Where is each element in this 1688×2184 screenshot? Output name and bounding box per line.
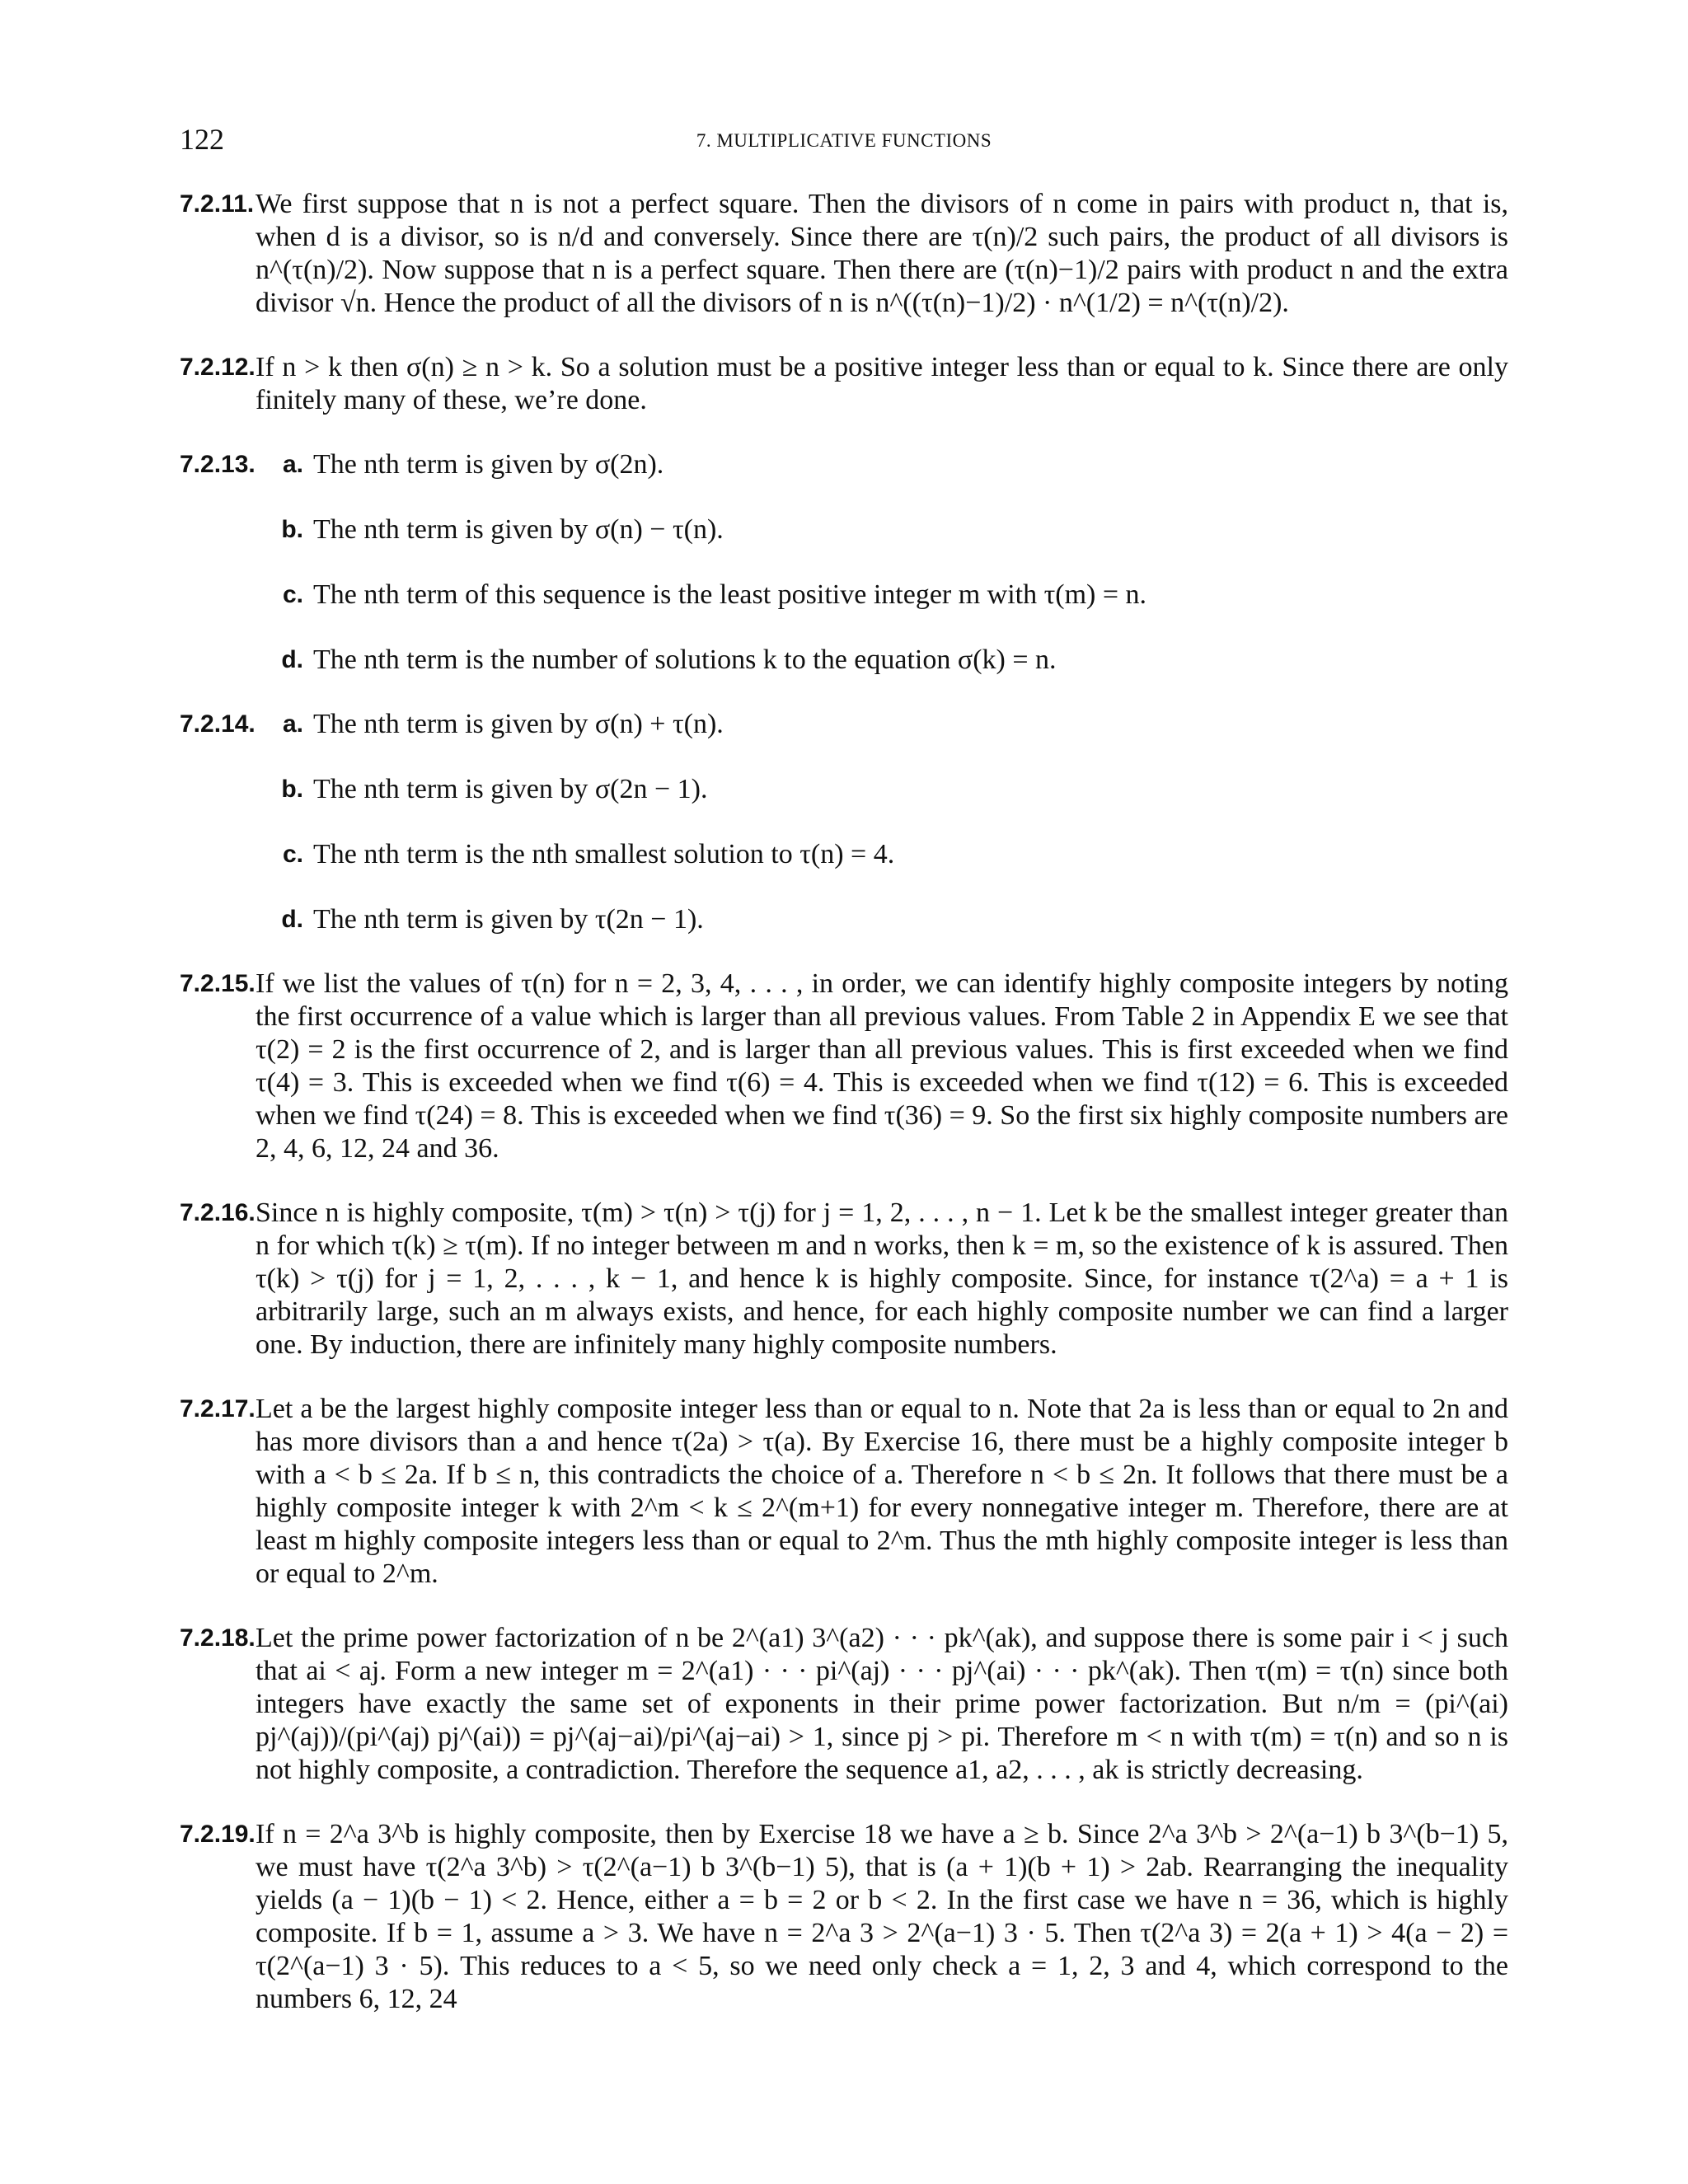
- solution-number: 7.2.11.: [180, 190, 255, 218]
- solution-text: If we list the values of τ(n) for n = 2, 3, 4, . . . , in order, we can identify highly composite integers by noting the first occurrence of a value which is larger than all previous values. From Table 2 in Appendix E we see that τ(2) = 2 is the first occurrence of 2, and is larger than all previous values. This is first exceeded when we find τ(4) = 3. This is exceeded when we find τ(6) = 4. This is exceeded when we find τ(12) = 6. This is exceeded when we find τ(24) = 8. This is exceeded when we find τ(36) = 9. So the first six highly composite numbers are 2, 4, 6, 12, 24 and 36.: [256, 968, 1508, 1164]
- solution-7-2-14: [180, 708, 1508, 936]
- part-label: c.: [282, 581, 303, 608]
- part-text: The nth term is the number of solutions k to the equation σ(k) = n.: [313, 644, 1057, 675]
- part-text: The nth term is given by σ(2n).: [313, 449, 664, 480]
- part-label: d.: [281, 906, 303, 933]
- solution-text: If n = 2^a 3^b is highly composite, then by Exercise 18 we have a ≥ b. Since 2^a 3^b > 2^(a−1) b 3^(b−1) 5, we must have τ(2^a 3^b) > τ(2^(a−1) b 3^(b−1) 5), that is (a + 1)(b + 1) > 2ab. Rearranging the inequality yields (a − 1)(b − 1) < 2. Hence, either a = b = 2 or b < 2. In the first case we have n = 36, which is highly composite. If b = 1, assume a > 3. We have n = 2^a 3 > 2^(a−1) 3 · 5. Then τ(2^a 3) = 2(a + 1) > 4(a − 2) = τ(2^(a−1) 3 · 5). This reduces to a < 5, so we need only check a = 1, 2, 3 and 4, which correspond to the numbers 6, 12, 24: [256, 1819, 1508, 2014]
- solution-part: [180, 644, 1508, 677]
- solution-number: 7.2.17.: [180, 1395, 256, 1422]
- part-label: b.: [281, 516, 303, 543]
- solution-part: [180, 513, 1508, 546]
- part-text: The nth term is given by σ(2n − 1).: [313, 774, 708, 804]
- solution-number: 7.2.13.: [180, 451, 256, 478]
- solution-7-2-12: [180, 351, 1508, 417]
- solution-7-2-11: [180, 188, 1508, 320]
- solution-7-2-16: [180, 1197, 1508, 1361]
- part-label: d.: [281, 646, 303, 673]
- part-text: The nth term is given by σ(n) − τ(n).: [313, 514, 724, 545]
- solution-number: 7.2.15.: [180, 970, 256, 997]
- solution-part: [180, 708, 1508, 741]
- part-text: The nth term is given by σ(n) + τ(n).: [313, 709, 724, 739]
- solution-7-2-18: [180, 1622, 1508, 1787]
- solution-part: [180, 903, 1508, 936]
- part-text: The nth term is the nth smallest solution to τ(n) = 4.: [313, 839, 895, 869]
- solution-number: 7.2.19.: [180, 1821, 256, 1848]
- solution-text: Let a be the largest highly composite integer less than or equal to n. Note that 2a is less than or equal to 2n and has more divisors than a and hence τ(2a) > τ(a). By Exercise 16, there must be a highly composite integer b with a < b ≤ 2a. If b ≤ n, this contradicts the choice of a. Therefore n < b ≤ 2n. It follows that there must be a highly composite integer k with 2^m < k ≤ 2^(m+1) for every nonnegative integer m. Therefore, there are at least m highly composite integers less than or equal to 2^m. Thus the mth highly composite integer is less than or equal to 2^m.: [256, 1394, 1508, 1589]
- solution-part: [180, 838, 1508, 871]
- part-label: b.: [281, 776, 303, 803]
- solution-7-2-19: [180, 1818, 1508, 2016]
- page-content: [180, 188, 1508, 2047]
- part-text: The nth term of this sequence is the least positive integer m with τ(m) = n.: [313, 579, 1147, 610]
- solution-text: Let the prime power factorization of n be 2^(a1) 3^(a2) · · · pk^(ak), and suppose there is some pair i < j such that ai < aj. Form a new integer m = 2^(a1) · · · pi^(aj) · · · pj^(ai) · · · pk^(ak). Then τ(m) = τ(n) since both integers have exactly the same set of exponents in their prime power factorization. But n/m = (pi^(ai) pj^(aj))/(pi^(aj) pj^(ai)) = pj^(aj−ai)/pi^(aj−ai) > 1, since pj > pi. Therefore m < n with τ(m) = τ(n) and so n is not highly composite, a contradiction. Therefore the sequence a1, a2, . . . , ak is strictly decreasing.: [256, 1623, 1508, 1785]
- solution-text: Since n is highly composite, τ(m) > τ(n) > τ(j) for j = 1, 2, . . . , n − 1. Let k be the smallest integer greater than n for which τ(k) ≥ τ(m). If no integer between m and n works, then k = m, so the existence of k is assured. Then τ(k) > τ(j) for j = 1, 2, . . . , k − 1, and hence k is highly composite. Since, for instance τ(2^a) = a + 1 is arbitrarily large, such an m always exists, and hence, for each highly composite number we can find a larger one. By induction, there are infinitely many highly composite numbers.: [256, 1197, 1508, 1360]
- solution-text: If n > k then σ(n) ≥ n > k. So a solution must be a positive integer less than or equal to k. Since there are only finitely many of these, we’re done.: [256, 352, 1508, 415]
- solution-part: [180, 773, 1508, 806]
- part-label: a.: [282, 451, 303, 478]
- part-label: a.: [282, 710, 303, 738]
- solution-7-2-15: [180, 968, 1508, 1165]
- page-number: 122: [180, 123, 224, 156]
- solution-7-2-13: [180, 448, 1508, 677]
- solution-number: 7.2.18.: [180, 1624, 256, 1652]
- solution-7-2-17: [180, 1393, 1508, 1591]
- solution-number: 7.2.14.: [180, 710, 256, 738]
- page-header: [180, 122, 1508, 163]
- running-head: 7. MULTIPLICATIVE FUNCTIONS: [696, 130, 992, 151]
- solution-number: 7.2.16.: [180, 1199, 256, 1226]
- solution-part: [180, 448, 1508, 481]
- solution-part: [180, 579, 1508, 612]
- solution-number: 7.2.12.: [180, 354, 256, 381]
- solution-text: We first suppose that n is not a perfect square. Then the divisors of n come in pairs with product n, that is, when d is a divisor, so is n/d and conversely. Since there are τ(n)/2 such pairs, the product of all divisors is n^(τ(n)/2). Now suppose that n is a perfect square. Then there are (τ(n)−1)/2 pairs with product n and the extra divisor √n. Hence the product of all the divisors of n is n^((τ(n)−1)/2) · n^(1/2) = n^(τ(n)/2).: [256, 189, 1508, 318]
- part-text: The nth term is given by τ(2n − 1).: [313, 904, 704, 935]
- part-label: c.: [282, 841, 303, 868]
